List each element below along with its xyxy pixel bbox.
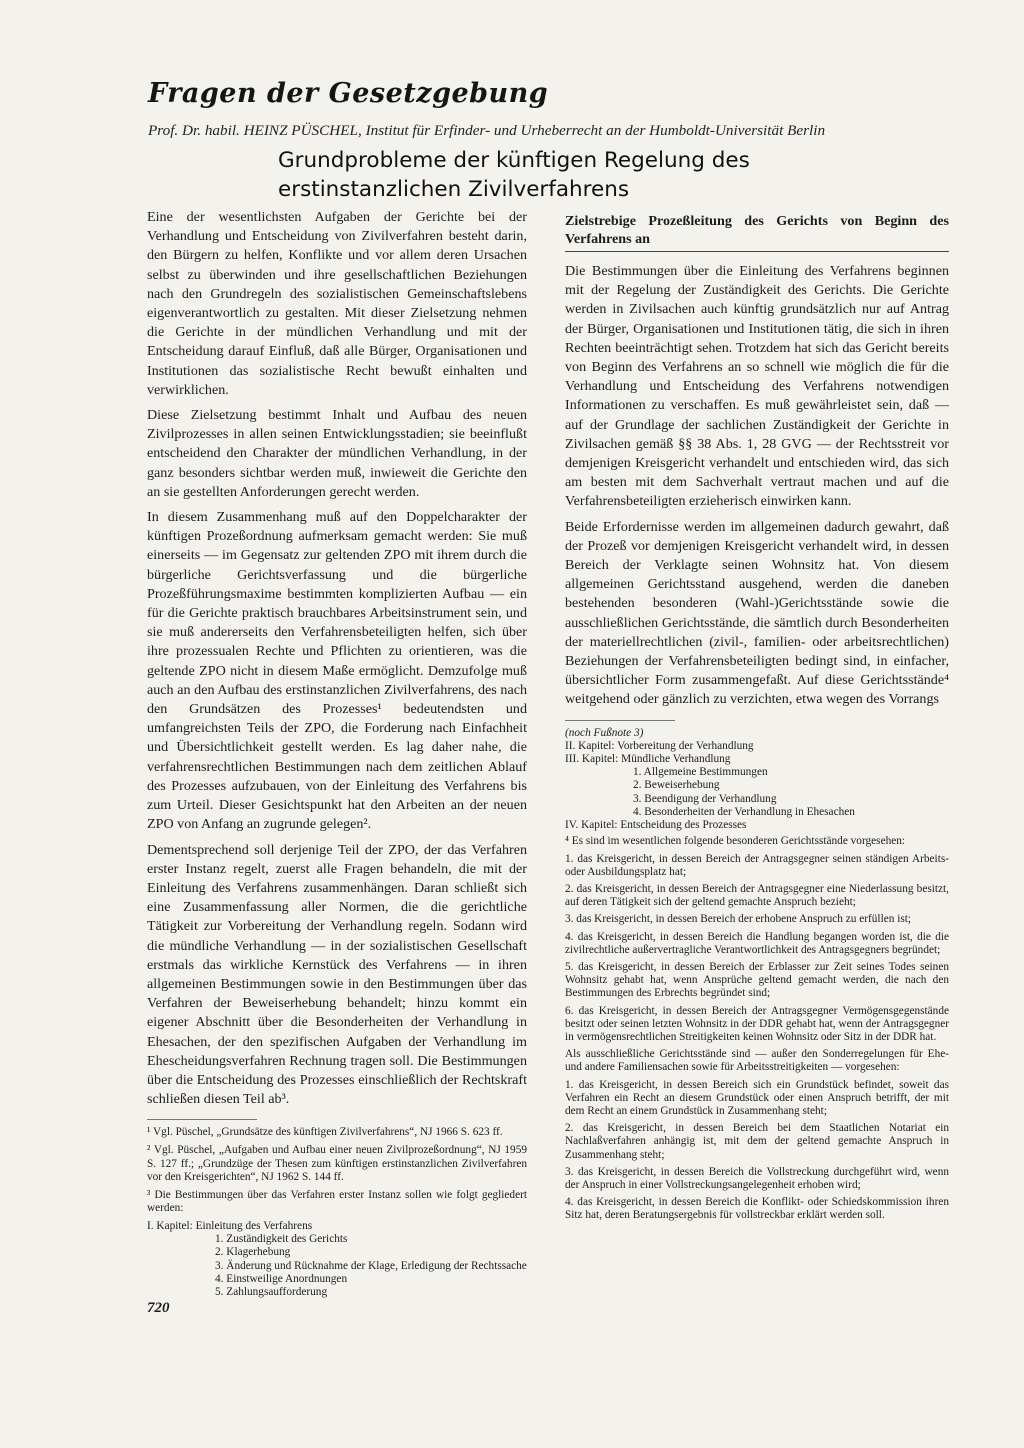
footnote-list-item: 1. das Kreisgericht, in dessen Bereich sich ein Grundstück befindet, soweit das Verfahren ein Recht an diesem Grundstück oder einen Anspruch betrifft, der mit dem Recht an einem Grundstück in Zusammenhang steht; (565, 1078, 949, 1117)
footnote-divider (147, 1119, 257, 1120)
outline-chapter-4-title: IV. Kapitel: Entscheidung des Prozesses (565, 819, 747, 832)
footnote-list-item: 1. das Kreisgericht, in dessen Bereich der Antragsgegner seinen ständigen Arbeits- oder Ausbildungsplatz hat; (565, 852, 949, 878)
footnote-list-item: 5. das Kreisgericht, in dessen Bereich der Erblasser zur Zeit seines Todes seinen Wohnsitz gehabt hat, wenn Ansprüche geltend gemacht werden, die nach den Bestimmungen des Erbrechts begründet sind; (565, 960, 949, 1000)
outline-item: 3. Änderung und Rücknahme der Klage, Erledigung der Rechtssache (215, 1259, 527, 1272)
right-column (565, 212, 949, 1227)
footnote-list-item: 3. das Kreisgericht, in dessen Bereich der erhobene Anspruch zu erfüllen ist; (565, 913, 912, 926)
footnote-divider (565, 720, 675, 721)
outline-chapter-2-title: II. Kapitel: Vorbereitung der Verhandlung (565, 739, 754, 752)
outline-item: 1. Allgemeine Bestimmungen (633, 766, 768, 779)
body-paragraph: Beide Erfordernisse werden im allgemeinen dadurch gewahrt, daß der Prozeß vor demjenigen Kreisgericht verhandelt wird, in dessen Bereich der Verklagte seinen Wohnsitz hat. Von diesem allgemeinen Gerichtsstand ausgehend, werden die daneben bestehenden besonderen (Wahl-)Gerichtsstände sowie die ausschließlichen Gerichtsstände, die sämtlich durch Besonderheiten der materiellrechtlichen (zivil-, familien- oder arbeitsrechtlichen) Beziehungen der Verfahrensbeteiligten bedingt sind, in einfacher, übersichtlicher Form zusammengefaßt. Auf diese Gerichtsstände⁴ weitgehend oder gänzlich zu verzichten, etwa wegen des Vorrangs (565, 518, 949, 708)
footnote-list-item: 4. das Kreisgericht, in dessen Bereich die Handlung begangen worden ist, die die zivilrechtliche außervertragliche Verantwortlichkeit des Antragsgegners begründet; (565, 930, 949, 956)
outline-item: 3. Beendigung der Verhandlung (633, 792, 777, 805)
footnote-list-item: 4. das Kreisgericht, in dessen Bereich die Konflikt- oder Schiedskommission ihren Sitz hat, deren Beratungsergebnis für vollstreckbar erklärt werden soll. (565, 1196, 949, 1222)
footnote-3: ³ Die Bestimmungen über das Verfahren erster Instanz sollen wie folgt gegliedert werden: (147, 1188, 527, 1215)
outline-item: 4. Einstweilige Anordnungen (215, 1272, 348, 1285)
footnote-exclusive-intro: Als ausschließliche Gerichtsstände sind — außer den Sonderregelungen für Ehe- und andere Familiensachen sowie für Arbeitsstreitigkeiten — vorgesehen: (565, 1048, 949, 1074)
author-affiliation: Institut für Erfinder- und Urheberrecht an der Humboldt-Universität Berlin (365, 122, 826, 139)
body-paragraph: Dementsprechend soll derjenige Teil der ZPO, der das Verfahren erster Instanz regelt, zuerst alle Fragen behandeln, die mit der Einleitung des Verfahrens zusammenhängen. Daran schließt sich eine Zusammenfassung aller Normen, die die gerichtliche Tätigkeit zur Vorbereitung der Verhandlung regeln. Sodann wird die mündliche Verhandlung — in der sozialistischen Gesellschaft erstmals das wirkliche Kernstück des Verfahrens — in ihren allgemeinen Bestimmungen sowie in den Bestimmungen über das Verfahren der Beweiserhebung behandelt; hinzu kommt ein eigener Abschnitt über die Besonderheiten der Verhandlung in Ehesachen, der den spezifischen Aufgaben der Verhandlung im Ehescheidungsverfahren Rechnung tragen soll. Die Bestimmungen über die Entscheidung des Prozesses einschließlich der Rechtskraft schließen diesen Teil ab³. (147, 841, 527, 1108)
author-line (148, 122, 958, 140)
footnote-2: ² Vgl. Püschel, „Aufgaben und Aufbau einer neuen Zivilprozeßordnung“, NJ 1959 S. 127 ff.; „Grundzüge der Thesen zum künftigen erstinstanzlichen Zivilverfahren vor den Kreisgerichten“, NJ 1962 S. 144 ff. (147, 1143, 527, 1184)
right-heading: Zielstrebige Prozeßleitung des Gerichts von Beginn des Verfahrens an (565, 212, 949, 252)
body-paragraph: In diesem Zusammenhang muß auf den Doppelcharakter der künftigen Prozeßordnung aufmerksam gemacht werden: Sie muß einerseits — im Gegensatz zur geltenden ZPO mit ihrem durch die bürgerliche Gerichtsverfassung und die bürgerliche Prozeßführungsmaxime bestimmten komplizierten Aufbau — ein für die Gerichte praktisch brauchbares Arbeitsinstrument sein, und sie muß andererseits den Verfahrensbeteiligten helfen, sich über ihre prozessualen Rechte und Pflichten zu orientieren, was die geltende ZPO nicht in diesem Maße ermöglicht. Demzufolge muß auch an den Aufbau des erstinstanzlichen Zivilverfahrens, des nach den Grundsätzen des Prozesses¹ bedeutendsten und umfangreichsten Teils der ZPO, die Forderung nach Einfachheit und Übersichtlichkeit gestellt werden. Es lag daher nahe, die verfahrensrechtlichen Bestimmungen nach dem zeitlichen Ablauf des Prozesses aufzubauen, von der Einleitung des Verfahrens bis zum Urteil. Dieser Gesichtspunkt hat den Arbeiten an der neuen ZPO von Anfang an zugrunde gelegen². (147, 509, 527, 833)
outline-item: 2. Beweiserhebung (633, 779, 720, 792)
footnote-list-item: 2. das Kreisgericht, in dessen Bereich der Antragsgegner eine Niederlassung besitzt, auf deren Tätigkeit sich der geltend gemachte Anspruch bezieht; (565, 882, 949, 909)
footnote-continued-label: (noch Fußnote 3) (565, 726, 644, 739)
article-title-line2: erstinstanzlichen Zivilverfahrens (278, 177, 630, 202)
outline-chapter-3-title: III. Kapitel: Mündliche Verhandlung (565, 753, 731, 766)
author-name: Prof. Dr. habil. HEINZ PÜSCHEL, (148, 122, 362, 139)
section-title: Fragen der Gesetzgebung (148, 78, 549, 109)
outline-item: 4. Besonderheiten der Verhandlung in Ehesachen (633, 805, 855, 818)
outline-item: 2. Klagerhebung (215, 1246, 291, 1259)
outline-continued (565, 727, 949, 833)
outline-chapter-1-title: I. Kapitel: Einleitung des Verfahrens (147, 1219, 313, 1232)
article-title-line1: Grundprobleme der künftigen Regelung des (278, 148, 750, 173)
outline-item: 5. Zahlungsaufforderung (215, 1285, 328, 1298)
footnote-4-intro: ⁴ Es sind im wesentlichen folgende besonderen Gerichtsstände vorgesehen: (565, 835, 906, 848)
page-number: 720 (147, 1300, 170, 1316)
left-column (147, 208, 527, 1302)
outline-chapter-1 (147, 1220, 527, 1299)
body-paragraph: Die Bestimmungen über die Einleitung des Verfahrens beginnen mit der Regelung der Zuständigkeit des Gerichts. Die Gerichte werden in Zivilsachen auch künftig grundsätzlich nur auf Antrag der Bürger, Organisationen und Institutionen tätig, die sich in ihren Rechten beeinträchtigt sehen. Trotzdem hat sich das Gericht bereits von Beginn des Verfahrens an so schnell wie möglich die für die Verhandlung und Entscheidung des Verfahrens notwendigen Informationen zu verschaffen. Es muß gewährleistet sein, daß — auf der Grundlage der sachlichen Zuständigkeit der Gerichte in Zivilsachen gemäß §§ 38 Abs. 1, 28 GVG — der Rechtsstreit vor demjenigen Kreisgericht verhandelt und entschieden wird, das sich am besten mit dem Sachverhalt vertraut machen und auf die Verfahrensbeteiligten erzieherisch einwirken kann. (565, 263, 949, 510)
body-paragraph: Eine der wesentlichsten Aufgaben der Gerichte bei der Verhandlung und Entscheidung von Zivilverfahren besteht darin, den Bürgern zu helfen, Konflikte und vor allem deren Ursachen selbst zu überwinden und ihre gesellschaftlichen Beziehungen nach den Grundregeln des sozialistischen Gemeinschaftslebens eigenverantwortlich zu gestalten. Mit dieser Zielsetzung nehmen die Gerichte in der mündlichen Verhandlung und mit der Entscheidung darauf Einfluß, daß alle Bürger, Organisationen und Institutionen das sozialistische Recht bewußt einhalten und verwirklichen. (147, 209, 527, 398)
footnote-list-item: 6. das Kreisgericht, in dessen Bereich der Antragsgegner Vermögensgegenstände besitzt oder seinen letzten Wohnsitz in der DDR gehabt hat, wenn der Antragsgegner in vermögensrechtlichen Streitigkeiten keinen Wohnsitz oder Sitz in der DDR hat. (565, 1004, 949, 1043)
outline-item: 1. Zuständigkeit des Gerichts (215, 1233, 348, 1246)
footnote-1: ¹ Vgl. Püschel, „Grundsätze des künftigen Zivilverfahrens“, NJ 1966 S. 623 ff. (147, 1126, 503, 1139)
body-paragraph: Diese Zielsetzung bestimmt Inhalt und Aufbau des neuen Zivilprozesses in allen seinen Entwicklungsstadien; sie beeinflußt entscheidend den Charakter der mündlichen Verhandlung, in der ganz besonders sichtbar werden muß, inwieweit die Gerichte den an sie gestellten Anforderungen gerecht werden. (147, 407, 527, 500)
footnote-list-item: 3. das Kreisgericht, in dessen Bereich die Vollstreckung durchgeführt wird, wenn der Anspruch in einer Vollstreckungsangelegenheit erhoben wird; (565, 1165, 949, 1191)
article-title (278, 146, 838, 204)
footnote-list-item: 2. das Kreisgericht, in dessen Bereich bei dem Staatlichen Notariat ein Nachlaßverfahren anhängig ist, mit dem der geltend gemachte Anspruch in Zusammenhang steht; (565, 1122, 949, 1161)
